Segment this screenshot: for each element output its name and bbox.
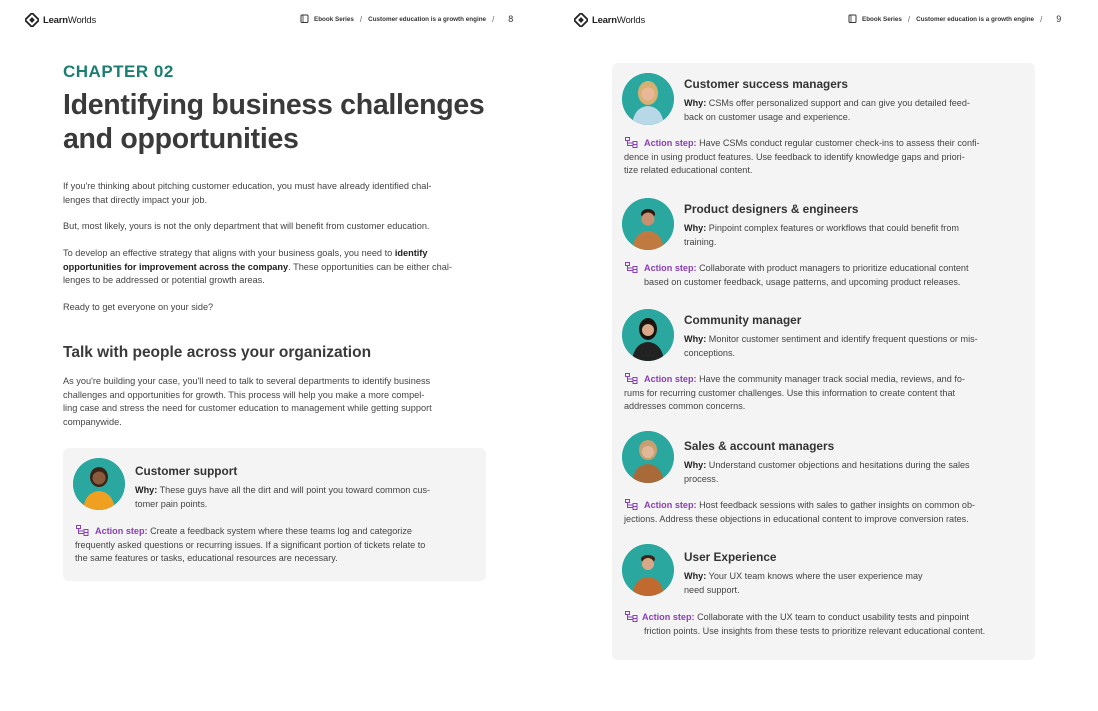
text-line bbox=[684, 97, 1024, 111]
why-label: Why: bbox=[684, 334, 707, 344]
avatar bbox=[622, 73, 674, 125]
action-step-label: Action step: bbox=[644, 374, 697, 384]
section-heading: Talk with people across your organization bbox=[63, 344, 372, 361]
why-label: Why: bbox=[135, 485, 158, 495]
text-line: companywide. bbox=[63, 416, 122, 427]
text-line bbox=[135, 484, 475, 498]
page-number: 8 bbox=[508, 14, 514, 24]
role-why bbox=[684, 222, 1024, 249]
breadcrumb-separator: / bbox=[1040, 14, 1043, 24]
text-run: Monitor customer sentiment and identify frequent questions or mis- bbox=[708, 334, 978, 344]
role-action bbox=[624, 373, 1029, 414]
role-customer-success-managers bbox=[612, 63, 1035, 183]
role-title: Sales & account managers bbox=[684, 439, 835, 453]
avatar bbox=[622, 309, 674, 361]
text-line: addresses common concerns. bbox=[624, 401, 746, 411]
why-label: Why: bbox=[684, 98, 707, 108]
text-run: Collaborate with the UX team to conduct usability tests and pinpoint bbox=[697, 612, 970, 622]
action-step-label: Action step: bbox=[644, 263, 697, 273]
text-line bbox=[624, 611, 1029, 625]
breadcrumb-separator: / bbox=[359, 14, 363, 24]
role-action bbox=[75, 525, 480, 566]
text-line: based on customer feedback, usage patterns, and upcoming product releases. bbox=[644, 276, 961, 287]
text-line: dence in using product features. Use feedback to identify knowledge gaps and priori- bbox=[624, 151, 965, 162]
chapter-label: CHAPTER 02 bbox=[63, 62, 174, 81]
role-why bbox=[684, 333, 1029, 360]
learnworlds-logo bbox=[574, 13, 645, 27]
learnworlds-logo-icon bbox=[25, 13, 39, 27]
breadcrumb bbox=[848, 14, 1061, 24]
brand-name-regular: Worlds bbox=[67, 14, 97, 26]
text-run: CSMs offer personalized support and can give you detailed feed- bbox=[708, 98, 970, 108]
paragraph bbox=[63, 220, 488, 234]
text-line: back on customer usage and experience. bbox=[684, 111, 851, 122]
role-title: Product designers & engineers bbox=[684, 202, 859, 216]
intro-paragraph bbox=[63, 180, 488, 207]
role-action bbox=[624, 262, 1029, 289]
avatar bbox=[73, 458, 125, 510]
text-line: lenges that directly impact your job. bbox=[63, 194, 208, 205]
text-line: rums for recurring customer challenges. Use this information to create content that bbox=[624, 387, 956, 398]
person-portrait-icon bbox=[622, 309, 674, 361]
why-label: Why: bbox=[684, 460, 707, 470]
breadcrumb-separator: / bbox=[492, 14, 495, 24]
page-title-line: Identifying business challenges bbox=[63, 89, 485, 121]
role-sales-account-managers bbox=[612, 425, 1035, 535]
role-card-customer-support bbox=[63, 448, 486, 581]
page-title bbox=[63, 88, 523, 156]
text-line bbox=[63, 261, 488, 275]
emphasis-text: identify bbox=[394, 248, 428, 258]
text-line bbox=[684, 570, 964, 584]
text-run: Collaborate with product managers to prioritize educational content bbox=[699, 263, 969, 273]
person-portrait-icon bbox=[622, 73, 674, 125]
text-line: ling case and stress the need for customer education to management while getting support bbox=[63, 403, 432, 413]
text-line: process. bbox=[684, 473, 719, 484]
brand-name-regular: Worlds bbox=[616, 14, 646, 26]
person-portrait-icon bbox=[622, 544, 674, 596]
text-line: challenges and opportunities for growth. This process will help you make a more compel- bbox=[63, 389, 425, 400]
role-why bbox=[684, 459, 1024, 486]
text-run: Have the community manager track social media, reviews, and fo- bbox=[699, 374, 965, 384]
brand-name-bold: Learn bbox=[43, 14, 68, 26]
book-icon bbox=[300, 14, 310, 24]
role-user-experience bbox=[612, 536, 1035, 656]
breadcrumb-title: Customer education is a growth engine bbox=[916, 15, 1035, 23]
person-portrait-icon bbox=[622, 198, 674, 250]
why-label: Why: bbox=[684, 571, 707, 581]
action-step-label: Action step: bbox=[642, 612, 695, 622]
text-line: the same features or tasks, educational resources are necessary. bbox=[75, 553, 338, 563]
roles-card bbox=[612, 63, 1035, 660]
text-line: friction points. Use insights from these tests to prioritize relevant educational content. bbox=[644, 625, 986, 636]
paragraph bbox=[63, 301, 488, 315]
text-line bbox=[624, 137, 1029, 151]
text-line: lenges to be addressed or potential growth areas. bbox=[63, 275, 265, 285]
text-line: Ready to get everyone on your side? bbox=[63, 302, 214, 312]
text-line bbox=[63, 247, 488, 261]
right-page bbox=[549, 0, 1098, 711]
text-run: To develop an effective strategy that aligns with your business goals, you need to bbox=[63, 248, 395, 258]
role-action bbox=[624, 499, 1029, 526]
action-step-label: Action step: bbox=[644, 138, 697, 148]
text-run: Create a feedback system where these teams log and categorize bbox=[150, 526, 412, 536]
paragraph bbox=[63, 375, 488, 429]
role-community-manager bbox=[612, 299, 1035, 419]
text-line: tomer pain points. bbox=[135, 498, 208, 509]
action-step-label: Action step: bbox=[95, 526, 148, 536]
role-title: Customer support bbox=[135, 464, 238, 478]
text-run: Your UX team knows where the user experience may bbox=[708, 571, 923, 581]
avatar bbox=[622, 431, 674, 483]
role-title: User Experience bbox=[684, 550, 777, 564]
page-title-line: and opportunities bbox=[63, 123, 299, 155]
breadcrumb bbox=[300, 14, 513, 24]
text-line: But, most likely, yours is not the only department that will benefit from customer education. bbox=[63, 221, 430, 231]
text-line bbox=[684, 333, 1029, 347]
text-run: Pinpoint complex features or workflows that could benefit from bbox=[708, 223, 959, 233]
text-run: Have CSMs conduct regular customer check-ins to assess their confi- bbox=[699, 138, 980, 148]
text-line: As you're building your case, you'll need to talk to several departments to identify business bbox=[63, 376, 431, 386]
learnworlds-logo-icon bbox=[574, 13, 588, 27]
action-step-label: Action step: bbox=[644, 500, 697, 510]
text-line bbox=[624, 499, 1029, 513]
text-line: need support. bbox=[684, 584, 740, 595]
brand-name-bold: Learn bbox=[592, 14, 617, 26]
text-run: . These opportunities can be either chal- bbox=[288, 261, 452, 272]
role-title: Customer success managers bbox=[684, 77, 848, 91]
text-line: training. bbox=[684, 236, 717, 247]
text-line bbox=[684, 222, 1024, 236]
role-why bbox=[684, 570, 964, 597]
text-line bbox=[684, 459, 1024, 473]
breadcrumb-series: Ebook Series bbox=[862, 15, 902, 23]
breadcrumb-separator: / bbox=[907, 14, 911, 24]
text-line bbox=[75, 525, 480, 539]
text-run: Host feedback sessions with sales to gather insights on common ob- bbox=[699, 500, 976, 510]
role-action bbox=[624, 137, 1029, 178]
text-line: tize related educational content. bbox=[624, 165, 753, 175]
role-product-designers-engineers bbox=[612, 188, 1035, 298]
role-why bbox=[684, 97, 1024, 124]
avatar bbox=[622, 544, 674, 596]
page-number: 9 bbox=[1056, 14, 1062, 24]
text-line bbox=[624, 373, 1029, 387]
person-portrait-icon bbox=[73, 458, 125, 510]
text-run: Understand customer objections and hesitations during the sales bbox=[708, 460, 970, 470]
role-action bbox=[624, 611, 1029, 638]
breadcrumb-series: Ebook Series bbox=[314, 15, 354, 23]
text-run: These guys have all the dirt and will point you toward common cus- bbox=[159, 485, 431, 495]
avatar bbox=[622, 198, 674, 250]
paragraph bbox=[63, 247, 488, 288]
why-label: Why: bbox=[684, 223, 707, 233]
text-line: conceptions. bbox=[684, 347, 736, 358]
book-icon bbox=[848, 14, 858, 24]
breadcrumb-title: Customer education is a growth engine bbox=[368, 15, 487, 23]
role-why bbox=[135, 484, 475, 511]
text-line: jections. Address these objections in educational content to improve conversion rates. bbox=[624, 513, 969, 524]
text-line bbox=[624, 262, 1029, 276]
emphasis-text: opportunities for improvement across the company bbox=[63, 261, 289, 272]
text-line: frequently asked questions or recurring issues. If a significant portion of tickets relate to bbox=[75, 539, 426, 550]
learnworlds-logo bbox=[25, 13, 96, 27]
role-title: Community manager bbox=[684, 313, 802, 327]
person-portrait-icon bbox=[622, 431, 674, 483]
text-line: If you're thinking about pitching customer education, you must have already identified chal- bbox=[63, 181, 432, 191]
